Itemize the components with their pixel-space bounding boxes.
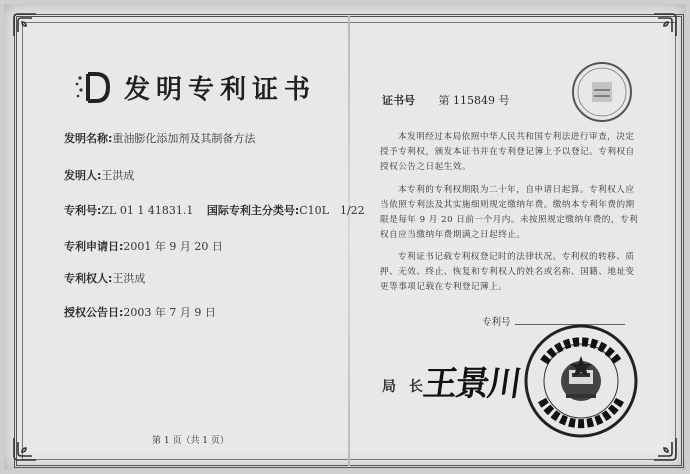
ipc-value: C10L 1/22 (299, 204, 365, 217)
certificate-title: 发明专利证书 (124, 74, 317, 105)
grant-date-label: 授权公告日: (64, 306, 124, 319)
corner-ornament-icon (652, 12, 678, 38)
filing-date-row (64, 238, 223, 254)
patentee-row (64, 270, 145, 286)
invention-name-value: 重油膨化添加剂及其制备方法 (112, 132, 256, 145)
certificate-number-label: 证书号 (382, 94, 415, 107)
ipc-label: 国际专利主分类号: (206, 204, 300, 217)
inventor-value: 王洪成 (101, 169, 135, 182)
patent-number-row (64, 202, 365, 218)
invention-name-row (64, 130, 255, 146)
certificate-number-row (382, 92, 509, 108)
grant-date-row (64, 304, 216, 320)
patentee-value: 王洪成 (112, 272, 146, 285)
inventor-row (64, 167, 134, 183)
patentee-label: 专利权人: (64, 272, 113, 285)
patent-office-logo-icon (74, 70, 114, 104)
certificate-sheet (4, 4, 686, 470)
grant-paragraph: 本发明经过本局依照中华人民共和国专利法进行审查，决定授予专利权，颁发本证书并在专利登记簿上予以登记。专利权自授权公告之日起生效。 (380, 132, 635, 172)
page-fold (348, 16, 350, 466)
small-seal-icon (570, 60, 634, 124)
term-paragraph: 本专利的专利权期限为二十年，自申请日起算。专利权人应当依照专利法及其实施细则规定缴纳年费。缴纳本专利年费的期限是每年 9 月 20 日前一个月内。未按照规定缴纳年费的，专利权自应当缴纳年费期满之日起终止。 (380, 185, 639, 240)
corner-ornament-icon (12, 436, 38, 462)
page-footer: 第 1 页（共 1 页） (152, 436, 229, 446)
filing-date-label: 专利申请日: (64, 240, 124, 253)
certificate-header (74, 70, 316, 104)
state-ip-office-seal-icon (522, 322, 640, 440)
patent-number-value: ZL 01 1 41831.1 (101, 204, 194, 217)
director-signature: 王景川 (420, 364, 523, 404)
legal-status-paragraph: 专利证书记载专利权登记时的法律状况。专利权的转移、质押、无效、终止、恢复和专利权人的姓名或名称、国籍、地址变更等事项记载在专利登记簿上。 (380, 252, 635, 292)
certificate-number-value: 第 115849 号 (438, 94, 510, 107)
patent-number-label: 专利号: (64, 204, 102, 217)
corner-ornament-icon (652, 436, 678, 462)
filing-date-value: 2001 年 9 月 20 日 (123, 240, 223, 253)
patent-number-stamp-label: 专利号 (482, 317, 511, 328)
inventor-label: 发明人: (64, 169, 102, 182)
invention-name-label: 发明名称: (64, 132, 113, 145)
corner-ornament-icon (12, 12, 38, 38)
director-label: 局 长 (382, 379, 427, 395)
grant-date-value: 2003 年 7 月 9 日 (123, 306, 216, 319)
